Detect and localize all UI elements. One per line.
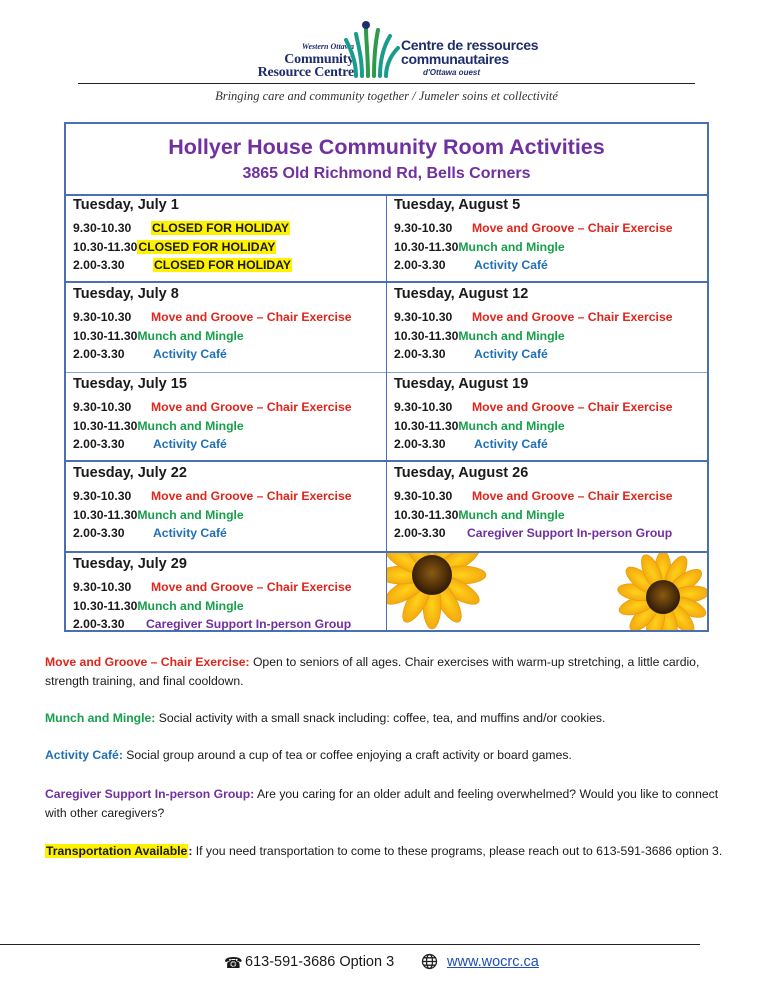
term-colon: : <box>188 844 193 858</box>
logo-grass-icon <box>342 20 402 78</box>
activity-move-and-groove: Move and Groove – Chair Exercise <box>151 400 352 414</box>
footer-divider <box>0 944 700 945</box>
schedule-header <box>66 124 707 196</box>
day-date: Tuesday, July 8 <box>73 286 179 302</box>
description-munch-and-mingle <box>45 709 725 728</box>
time-slot: 10.30-11.30 <box>73 418 138 433</box>
time-slot: 2.00-3.30 <box>394 347 446 361</box>
time-slot: 9.30-10.30 <box>73 489 132 503</box>
sunflower-illustration <box>387 553 707 630</box>
day-date: Tuesday, July 15 <box>73 376 187 392</box>
activity-move-and-groove: Move and Groove – Chair Exercise <box>151 580 352 594</box>
description-transportation <box>45 842 725 861</box>
day-cell-july-22 <box>66 462 386 551</box>
activity-caregiver-support: Caregiver Support In-person Group <box>467 526 673 540</box>
activity-munch-and-mingle: Munch and Mingle <box>458 328 565 343</box>
logo-text-french <box>401 38 571 80</box>
day-date: Tuesday, August 5 <box>394 197 521 213</box>
schedule-table <box>64 122 709 632</box>
telephone-icon: ☎ <box>224 955 243 972</box>
time-slot: 10.30-11.30 <box>73 328 138 343</box>
activity-move-and-groove: Move and Groove – Chair Exercise <box>472 221 673 235</box>
time-slot: 2.00-3.30 <box>394 437 446 451</box>
tagline: Bringing care and community together / Jumeler soins et collectivité <box>215 89 558 103</box>
description-activity-cafe <box>45 746 725 765</box>
time-slot: 10.30-11.30 <box>394 328 459 343</box>
logo-en-line2: Resource Centre <box>257 65 354 80</box>
activity-move-and-groove: Move and Groove – Chair Exercise <box>472 400 673 414</box>
logo-fr-line2: communautaires <box>401 51 509 67</box>
time-slot: 2.00-3.30 <box>394 258 446 272</box>
activity-munch-and-mingle: Munch and Mingle <box>458 507 565 522</box>
day-cell-august-5 <box>387 194 707 281</box>
description-text: Are you caring for an older adult and feeling overwhelmed? Would you like to connect with other caregivers? <box>45 787 719 820</box>
activity-munch-and-mingle: Munch and Mingle <box>458 418 565 433</box>
day-cell-july-8 <box>66 283 386 372</box>
time-slot: 2.00-3.30 <box>73 258 125 272</box>
term-caregiver-support: Caregiver Support In-person Group: <box>45 787 255 801</box>
activity-cafe: Activity Café <box>474 347 548 361</box>
activity-cafe: Activity Café <box>153 437 227 451</box>
description-text: Social activity with a small snack including: coffee, tea, and muffins and/or cookies. <box>155 711 606 725</box>
day-cell-august-19 <box>387 373 707 460</box>
activity-cafe: Activity Café <box>474 437 548 451</box>
schedule-title: Hollyer House Community Room Activities <box>168 135 605 159</box>
description-move-and-groove <box>45 653 725 691</box>
description-text: If you need transportation to come to these programs, please reach out to 613-591-3686 option 3. <box>192 844 723 858</box>
time-slot: 9.30-10.30 <box>73 310 132 324</box>
logo-text-english <box>242 40 354 79</box>
time-slot: 9.30-10.30 <box>394 221 453 235</box>
day-date: Tuesday, July 1 <box>73 197 179 213</box>
closed-label: CLOSED FOR HOLIDAY <box>152 221 290 235</box>
footer-contact <box>0 953 773 973</box>
website-link[interactable]: www.wocrc.ca <box>447 954 539 970</box>
time-slot: 2.00-3.30 <box>73 526 125 540</box>
activity-cafe: Activity Café <box>153 526 227 540</box>
day-date: Tuesday, August 12 <box>394 286 529 302</box>
logo-fr-small: d'Ottawa ouest <box>423 68 481 77</box>
time-slot: 9.30-10.30 <box>73 580 132 594</box>
closed-label: CLOSED FOR HOLIDAY <box>154 258 292 272</box>
activity-munch-and-mingle: Munch and Mingle <box>458 239 565 254</box>
day-cell-july-15 <box>66 373 386 460</box>
time-slot: 2.00-3.30 <box>73 437 125 451</box>
org-logo <box>0 18 773 80</box>
header-divider <box>78 83 695 84</box>
term-transportation: Transportation Available <box>46 844 188 858</box>
day-cell-august-26 <box>387 462 707 551</box>
globe-icon <box>421 953 438 970</box>
time-slot: 10.30-11.30 <box>73 507 138 522</box>
day-date: Tuesday, July 29 <box>73 556 187 572</box>
activity-cafe: Activity Café <box>474 258 548 272</box>
time-slot: 10.30-11.30 <box>73 239 138 254</box>
activity-munch-and-mingle: Munch and Mingle <box>137 598 244 613</box>
activity-caregiver-support: Caregiver Support In-person Group <box>146 617 352 631</box>
day-cell-july-29 <box>66 553 386 630</box>
time-slot: 9.30-10.30 <box>394 489 453 503</box>
day-cell-august-12 <box>387 283 707 372</box>
schedule-address: 3865 Old Richmond Rd, Bells Corners <box>242 165 531 182</box>
closed-label: CLOSED FOR HOLIDAY <box>138 239 276 254</box>
term-move-and-groove: Move and Groove – Chair Exercise: <box>45 655 250 669</box>
day-date: Tuesday, July 22 <box>73 465 187 481</box>
description-text: Open to seniors of all ages. Chair exercises with warm-up stretching, a little cardio, strength training, and final cooldown. <box>45 655 700 688</box>
time-slot: 10.30-11.30 <box>73 598 138 613</box>
time-slot: 10.30-11.30 <box>394 507 459 522</box>
time-slot: 2.00-3.30 <box>394 526 446 540</box>
day-cell-july-1 <box>66 194 386 281</box>
time-slot: 9.30-10.30 <box>73 400 132 414</box>
description-text: Social group around a cup of tea or coffee enjoying a craft activity or board games. <box>122 748 572 762</box>
term-munch-and-mingle: Munch and Mingle: <box>45 711 156 725</box>
time-slot: 10.30-11.30 <box>394 239 459 254</box>
time-slot: 9.30-10.30 <box>394 400 453 414</box>
activity-munch-and-mingle: Munch and Mingle <box>137 418 244 433</box>
day-date: Tuesday, August 26 <box>394 465 529 481</box>
activity-munch-and-mingle: Munch and Mingle <box>137 328 244 343</box>
sunflower-icon <box>387 553 707 630</box>
logo-en-small: Western Ottawa <box>301 42 354 51</box>
activity-cafe: Activity Café <box>153 347 227 361</box>
activity-move-and-groove: Move and Groove – Chair Exercise <box>151 310 352 324</box>
activity-move-and-groove: Move and Groove – Chair Exercise <box>472 489 673 503</box>
description-caregiver-support <box>45 785 725 823</box>
activity-move-and-groove: Move and Groove – Chair Exercise <box>151 489 352 503</box>
time-slot: 2.00-3.30 <box>73 617 125 631</box>
phone-number: 613-591-3686 Option 3 <box>245 954 395 970</box>
logo-fr-line1: Centre de ressources <box>401 37 539 53</box>
day-date: Tuesday, August 19 <box>394 376 529 392</box>
activity-munch-and-mingle: Munch and Mingle <box>137 507 244 522</box>
activity-move-and-groove: Move and Groove – Chair Exercise <box>472 310 673 324</box>
time-slot: 9.30-10.30 <box>394 310 453 324</box>
term-activity-cafe: Activity Café: <box>45 748 123 762</box>
logo-en-line1: Community <box>284 52 354 67</box>
time-slot: 10.30-11.30 <box>394 418 459 433</box>
time-slot: 9.30-10.30 <box>73 221 132 235</box>
time-slot: 2.00-3.30 <box>73 347 125 361</box>
